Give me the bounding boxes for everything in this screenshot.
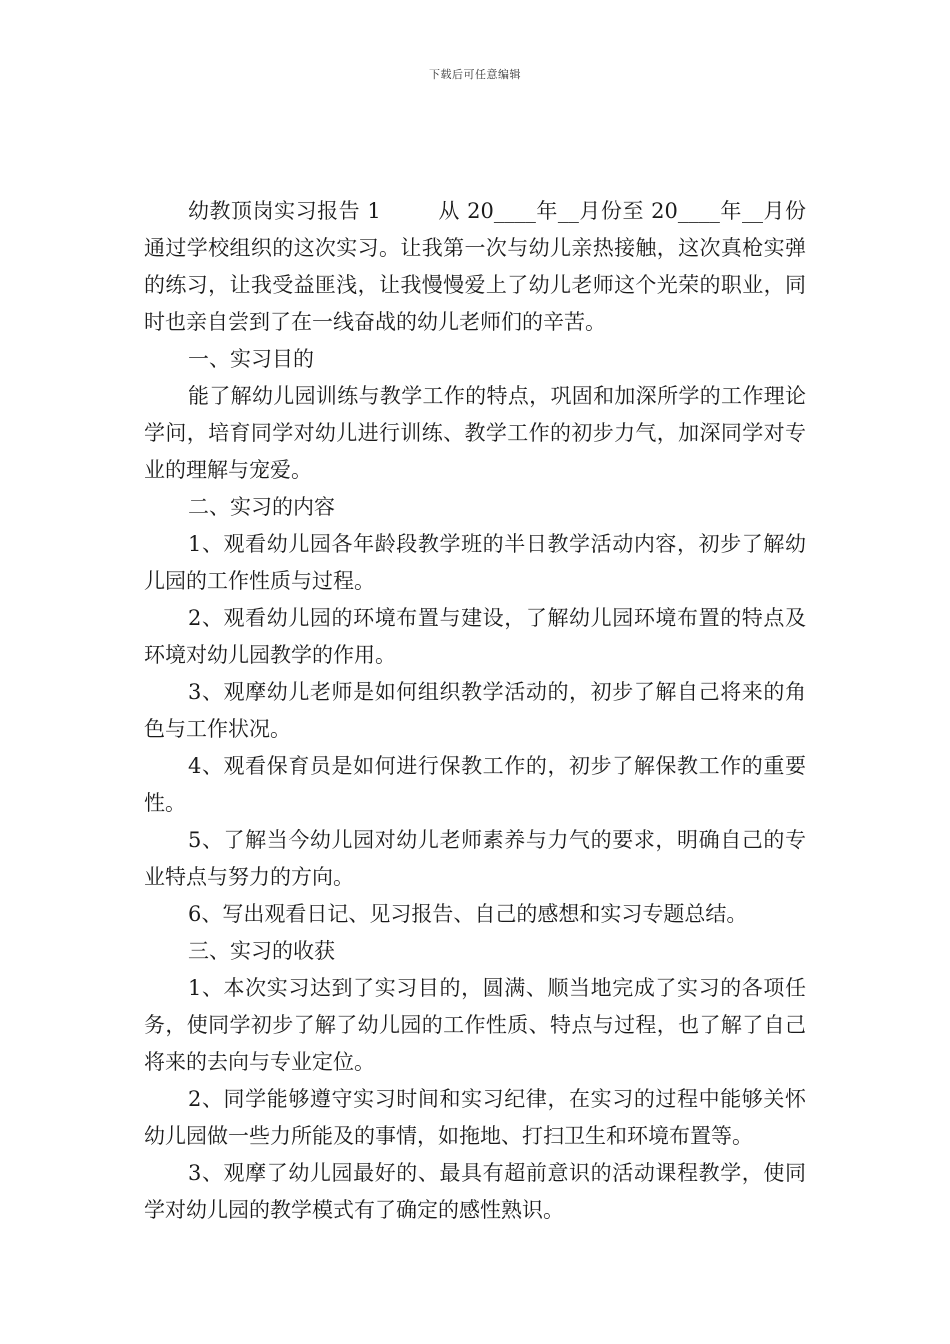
- content-item-4: 4、观看保育员是如何进行保教工作的，初步了解保教工作的重要性。: [144, 754, 806, 815]
- content-item-3: 3、观摩幼儿老师是如何组织教学活动的，初步了解自己将来的角色与工作状况。: [144, 680, 806, 741]
- intro-paragraph: 幼教顶岗实习报告 1 从 20____年__月份至 20____年__月份通过学校组织的这次实习。让我第一次与幼儿亲热接触，这次真枪实弹的练习，让我受益匪浅，让我慢慢爱上了幼儿老师这个光荣的职业，同时也亲自尝到了在一线奋战的幼儿老师们的辛苦。: [144, 199, 806, 334]
- content-item-6: 6、写出观看日记、见习报告、自己的感想和实习专题总结。: [188, 902, 748, 926]
- document-body: [144, 193, 806, 1229]
- section-heading-purpose: 一、实习目的: [188, 347, 314, 371]
- gains-item-3: 3、观摩了幼儿园最好的、最具有超前意识的活动课程教学，使同学对幼儿园的教学模式有了确定的感性熟识。: [144, 1161, 806, 1222]
- content-item-2: 2、观看幼儿园的环境布置与建设，了解幼儿园环境布置的特点及环境对幼儿园教学的作用。: [144, 606, 806, 667]
- header-note: 下载后可任意编辑: [429, 68, 521, 81]
- section-heading-content: 二、实习的内容: [188, 495, 335, 519]
- content-item-1: 1、观看幼儿园各年龄段教学班的半日教学活动内容，初步了解幼儿园的工作性质与过程。: [144, 532, 806, 593]
- purpose-paragraph: 能了解幼儿园训练与教学工作的特点，巩固和加深所学的工作理论学问，培育同学对幼儿进行训练、教学工作的初步力气，加深同学对专业的理解与宠爱。: [144, 384, 806, 482]
- section-heading-gains: 三、实习的收获: [188, 939, 335, 963]
- gains-item-1: 1、本次实习达到了实习目的，圆满、顺当地完成了实习的各项任务，使同学初步了解了幼儿园的工作性质、特点与过程，也了解了自己将来的去向与专业定位。: [144, 976, 806, 1074]
- gains-item-2: 2、同学能够遵守实习时间和实习纪律，在实习的过程中能够关怀幼儿园做一些力所能及的事情，如拖地、打扫卫生和环境布置等。: [144, 1087, 806, 1148]
- content-item-5: 5、了解当今幼儿园对幼儿老师素养与力气的要求，明确自己的专业特点与努力的方向。: [144, 828, 806, 889]
